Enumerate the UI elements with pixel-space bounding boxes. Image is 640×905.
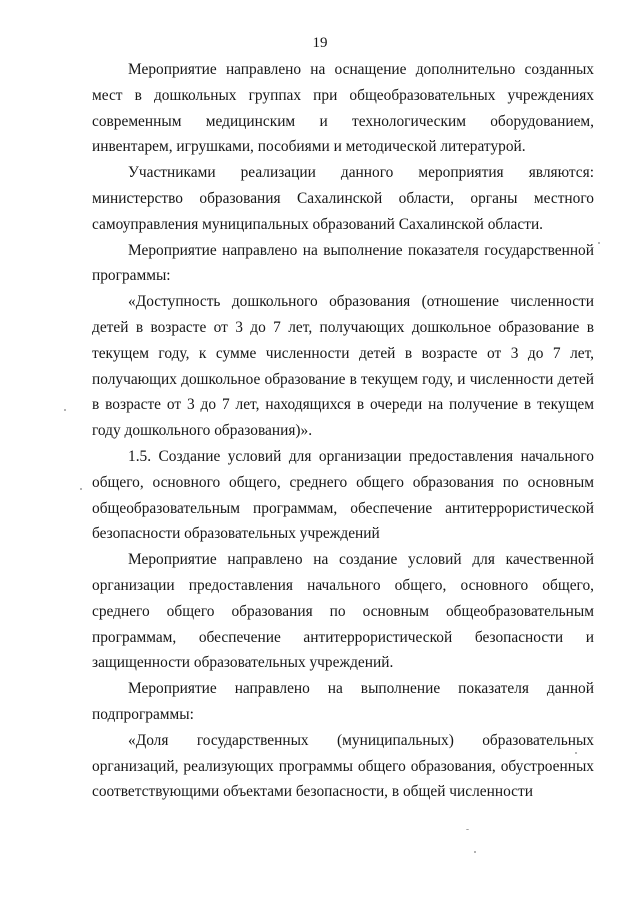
body-text [92, 57, 594, 805]
paragraph-state-program-indicator-intro: Мероприятие направлено на выполнение показателя государственной программы: [92, 241, 594, 285]
paragraph-participants: Участниками реализации данного мероприятия являются: министерство образования Сахалинской области, органы местного самоуправления муниципальных образований Сахалинской области. [92, 164, 594, 233]
paragraph-security-share-indicator: «Доля государственных (муниципальных) образовательных организаций, реализующих программы общего образования, обустроенных соответствующими объектами безопасности, в общей численности [92, 731, 594, 801]
scan-speck [64, 409, 66, 411]
paragraph-preschool-availability-indicator: «Доступность дошкольного образования (отношение численности детей в возрасте от 3 до 7 лет, получающих дошкольное образование в текущем году, к сумме численности детей в возрасте от 3 до 7 лет, получающих дошкольное образование в текущем году, и численности детей в возрасте от 3 до 7 лет, находящихся в очереди на получение в текущем году дошкольного образования)». [92, 293, 594, 440]
scan-speck [80, 488, 82, 490]
scan-speck [474, 851, 476, 853]
scan-speck [598, 242, 600, 244]
paragraph-conditions-creation: Мероприятие направлено на создание условий для качественной организации предоставления начального общего, основного общего, среднего общего образования по основным общеобразовательным программам, обеспечение антитеррористической безопасности и защищенности образовательных учреждений. [92, 551, 594, 672]
paragraph-subprogram-indicator-intro: Мероприятие направлено на выполнение показателя данной подпрограммы: [92, 680, 594, 723]
section-heading-1-5: 1.5. Создание условий для организации предоставления начального общего, основного общего, среднего общего образования по основным общеобразовательным программам, обеспечение антитеррористической безопасности образовательных учреждений [92, 447, 594, 543]
scan-speck [466, 829, 469, 830]
scan-speck [575, 752, 577, 754]
paragraph-equipment: Мероприятие направлено на оснащение дополнительно созданных мест в дошкольных группах при общеобразовательных учреждениях современным медицинским и технологическим оборудованием, инвентарем, игрушками, пособиями и методической литературой. [92, 61, 594, 156]
page-number: 19 [312, 35, 328, 51]
